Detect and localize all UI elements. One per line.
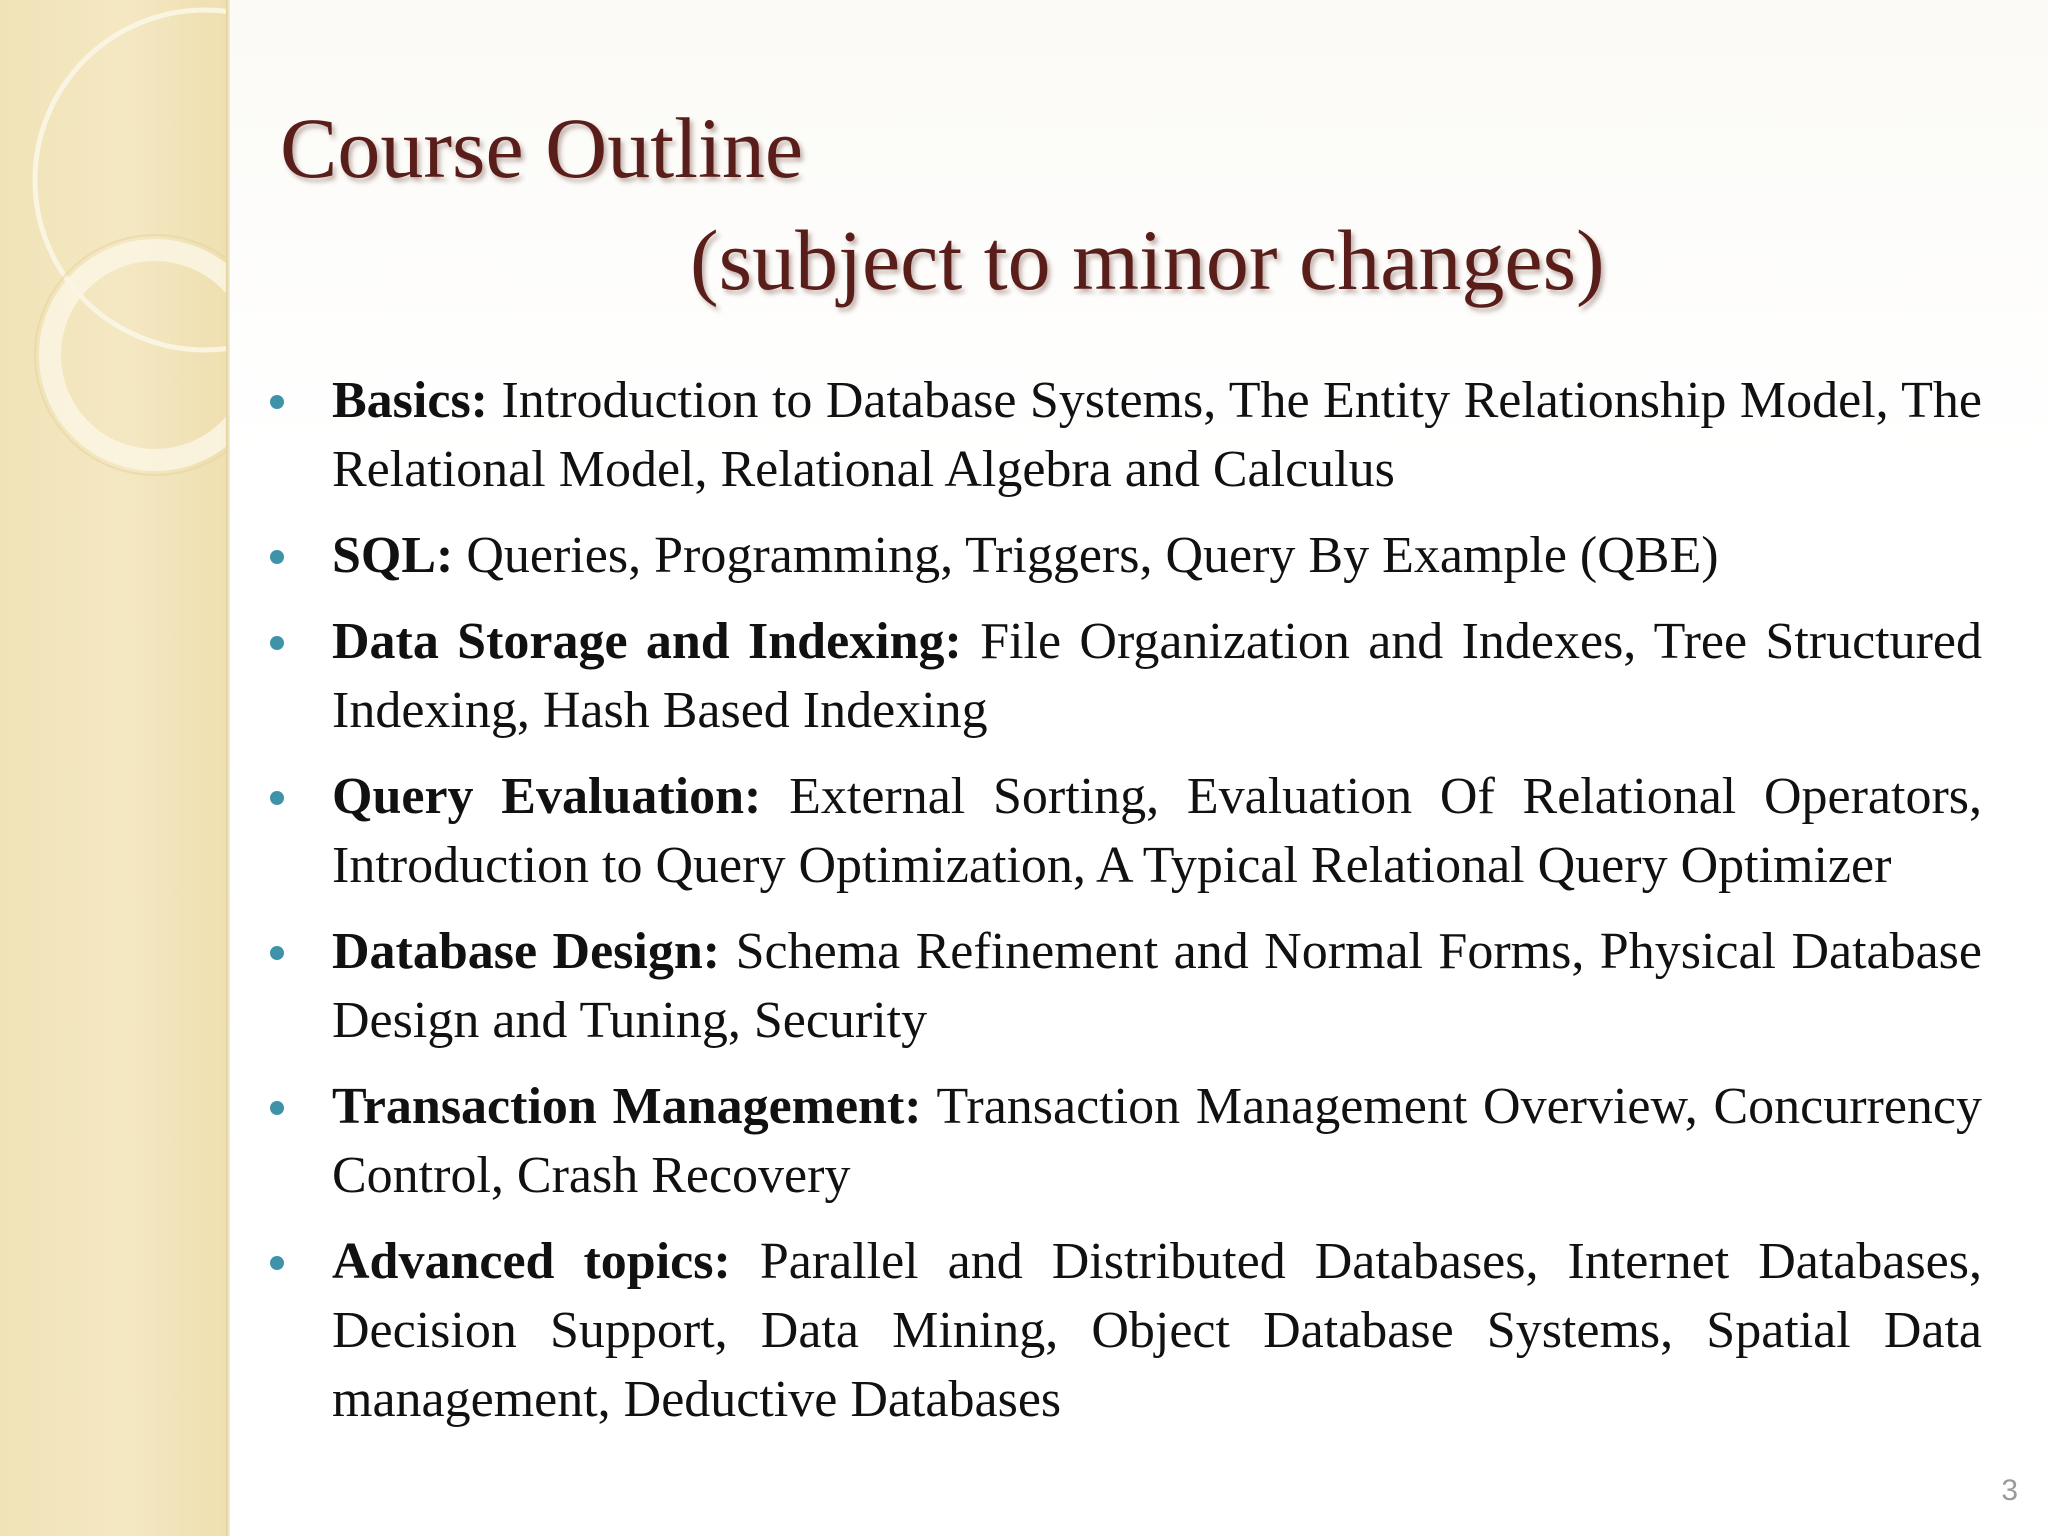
bullet-icon [270,395,284,409]
course-outline-list [262,366,1982,1451]
bullet-icon [270,791,284,805]
title-line-2: (subject to minor changes) [690,212,1605,308]
item-heading: Basics: [332,372,488,429]
bullet-icon [270,1101,284,1115]
item-heading: SQL: [332,527,454,584]
bullet-icon [270,550,284,564]
item-heading: Transaction Management: [332,1078,922,1135]
bullet-icon [270,1256,284,1270]
item-heading: Query Evaluation: [332,768,762,825]
list-item [262,762,1982,900]
title-line-1: Course Outline [280,100,804,196]
list-item [262,1072,1982,1210]
thick-ring [50,250,228,460]
item-heading: Data Storage and Indexing: [332,613,962,670]
item-text: Transaction Management Overview, Concurrency Control, Crash Recovery [332,1078,1983,1204]
list-item [262,917,1982,1055]
bullet-icon [270,636,284,650]
item-text: Queries, Programming, Triggers, Query By Example (QBE) [466,527,1719,584]
item-text: Schema Refinement and Normal Forms, Physical Database Design and Tuning, Security [332,923,1982,1049]
item-heading: Advanced topics: [332,1233,731,1290]
item-text: Introduction to Database Systems, The Entity Relationship Model, The Relational Model, Relational Algebra and Calculus [332,372,1982,498]
decorative-side-band [0,0,228,1536]
item-text: External Sorting, Evaluation Of Relational Operators, Introduction to Query Optimization, A Typical Relational Query Optimizer [332,768,1983,894]
decorative-rings [0,0,228,1536]
item-heading: Database Design: [332,923,721,980]
list-item [262,607,1982,745]
slide-page-number: 3 [2001,1474,2018,1507]
item-text: Parallel and Distributed Databases, Internet Databases, Decision Support, Data Mining, Object Database Systems, Spatial Data management, Deductive Databases [332,1233,1982,1428]
bullet-icon [270,946,284,960]
slide-title [280,92,1980,316]
list-item [262,366,1982,504]
list-item [262,1227,1982,1434]
list-item [262,521,1982,590]
item-text: File Organization and Indexes, Tree Structured Indexing, Hash Based Indexing [332,613,1983,739]
